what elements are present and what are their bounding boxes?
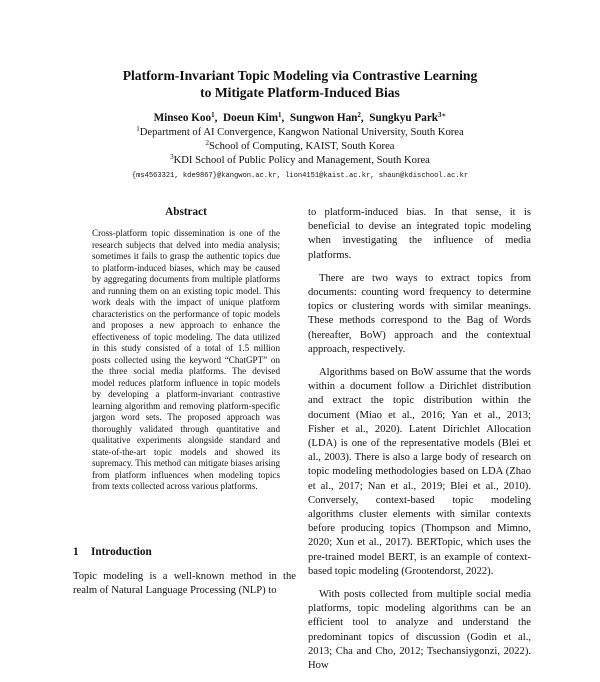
paper-title — [0, 67, 600, 101]
section-heading-introduction — [73, 546, 152, 558]
abstract-heading: Abstract — [165, 206, 207, 218]
author-1: Minseo Koo$^1$ — [153, 111, 215, 124]
section-title: Introduction — [91, 546, 152, 558]
abstract-text: Cross-platform topic dissemination is one of the research subjects that delved into media analysis; sometimes it fails to grasp the authentic topics due to platform-induced biases, which may be caused by aggregating documents from multiple platforms and running them on an existing topic model. This work deals with the impact of unique platform characteristics on the performance of topic models and proposes a new approach to enhance the effectiveness of topic modeling. The data utilized in this study consisted of a total of 1.5 million posts collected using the keyword “ChatGPT” on the three social media platforms. The devised model reduces platform influence in topic models by developing a platform-invariant contrastive learning algorithm and removing platform-specific jargon word sets. The proposed approach was thoroughly validated through quantitative and qualitative experiments alongside standard and state-of-the-art topic models and showed its supremacy. This method can mitigate biases arising from platform influences when modeling topics from texts collected across various platforms. — [92, 228, 280, 491]
right-paragraph-4: With posts collected from multiple social media platforms, topic modeling algorithms can be an efficient tool to analyze and understand the predominant topics of discussion (Godin et al., 2013; Cha and Cho, 2012; Tsechansiygonzi, 2022). How — [308, 589, 531, 672]
introduction-paragraph: Topic modeling is a well-known method in the realm of Natural Language Processing (NLP) to — [73, 571, 296, 596]
affiliation-3: $^3$KDI School of Public Policy and Management, South Korea — [170, 153, 430, 166]
section-number: 1 — [73, 546, 79, 558]
author-list: Minseo Koo$^1$, Doeun Kim$^1$, Sungwon Han$^2$, Sungkyu Park$^{3∗}$ — [153, 111, 447, 124]
right-paragraph-2: There are two ways to extract topics from documents: counting word frequency to determine topics or clustering words with similar meanings. These methods correspond to the Bag of Words (hereafter, BoW) approach and the contextual approach, respectively. — [308, 272, 531, 355]
affiliation-2: $^2$School of Computing, KAIST, South Korea — [205, 139, 395, 152]
right-column — [308, 206, 531, 682]
author-emails: {ms4563321, kde9867}@kangwon.ac.kr, lion4151@kaist.ac.kr, shaun@kdischool.ac.kr — [131, 172, 469, 180]
author-3: Sungwon Han$^2$ — [289, 111, 361, 124]
title-line-2: to Mitigate Platform-Induced Bias — [200, 85, 400, 100]
affiliation-1: $^1$Department of AI Convergence, Kangwon National University, South Korea — [136, 125, 464, 138]
right-paragraph-1: to platform-induced bias. In that sense, it is beneficial to devise an integrated topic modeling when investigating the influence of media platforms. — [308, 207, 531, 261]
author-2: Doeun Kim$^1$ — [223, 111, 282, 124]
author-4: Sungkyu Park$^{3∗}$ — [369, 111, 447, 124]
title-line-1: Platform-Invariant Topic Modeling via Contrastive Learning — [122, 68, 478, 83]
right-paragraph-3: Algorithms based on BoW assume that the words within a document follow a Dirichlet distribution and extract the topic distribution within the document (Miao et al., 2016; Yan et al., 2013; Fisher et al., 2020). Latent Dirichlet Allocation (LDA) is one of the representative models (Blei et al., 2003). There is also a large body of research on topic modeling methodologies based on LDA (Zhao et al., 2017; Nan et al., 2019; Blei et al., 2010). Conversely, context-based topic modeling algorithms cluster elements with similar contexts before producing topics (Thompson and Mimno, 2020; Xun et al., 2017). BERTopic, which uses the pre-trained model BERT, is an example of context-based topic modeling (Grootendorst, 2022). — [308, 367, 531, 577]
